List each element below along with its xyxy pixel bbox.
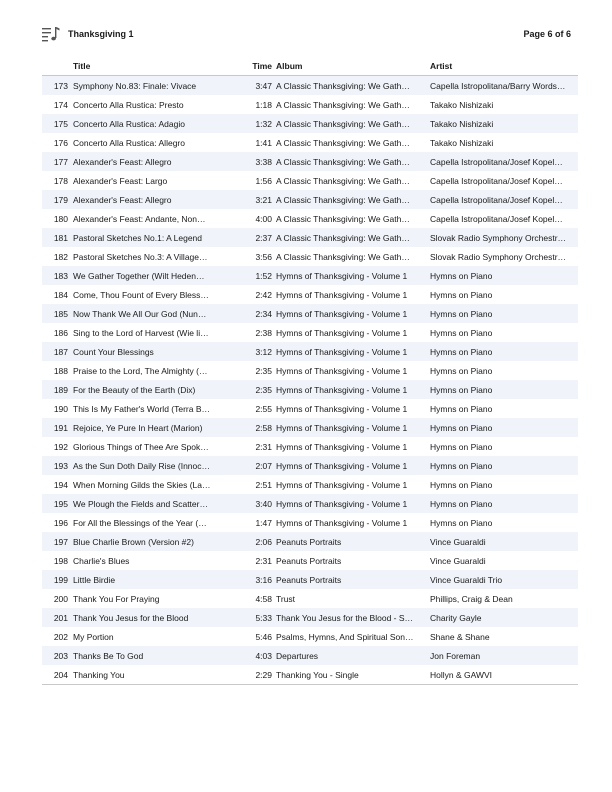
track-time: 2:31 [255, 555, 272, 566]
table-row[interactable] [42, 152, 578, 171]
track-album: Hymns of Thanksgiving - Volume 1 [276, 346, 408, 357]
table-row[interactable] [42, 209, 578, 228]
track-title: Thank You Jesus for the Blood [73, 612, 189, 623]
track-title: Concerto Alla Rustica: Allegro [73, 137, 185, 148]
track-album: Hymns of Thanksgiving - Volume 1 [276, 308, 408, 319]
track-time: 3:16 [255, 574, 272, 585]
track-number: 199 [53, 574, 68, 585]
track-number: 186 [53, 327, 68, 338]
track-title: Praise to the Lord, The Almighty (… [73, 365, 208, 376]
track-time: 1:56 [255, 175, 272, 186]
table-row[interactable] [42, 323, 578, 342]
track-album: Departures [276, 650, 319, 661]
track-number: 191 [53, 422, 68, 433]
track-title: We Gather Together (Wilt Heden… [73, 270, 205, 281]
track-number: 203 [53, 650, 68, 661]
track-artist: Hymns on Piano [430, 384, 493, 395]
track-title: My Portion [73, 631, 114, 642]
track-title: Now Thank We All Our God (Nun… [73, 308, 207, 319]
table-row[interactable] [42, 190, 578, 209]
track-album: Peanuts Portraits [276, 555, 342, 566]
table-row[interactable] [42, 494, 578, 513]
track-album: Peanuts Portraits [276, 574, 342, 585]
track-title: Count Your Blessings [73, 346, 154, 357]
table-row[interactable] [42, 133, 578, 152]
track-title: Thank You For Praying [73, 593, 160, 604]
track-number: 189 [53, 384, 68, 395]
table-row[interactable] [42, 513, 578, 532]
table-row[interactable] [42, 285, 578, 304]
track-time: 5:33 [255, 612, 272, 623]
table-row[interactable] [42, 551, 578, 570]
track-title: Little Birdie [73, 574, 116, 585]
track-rows [42, 76, 578, 685]
track-artist: Vince Guaraldi Trio [430, 574, 503, 585]
track-artist: Takako Nishizaki [430, 118, 494, 129]
track-artist: Capella Istropolitana/Josef Kopel… [430, 156, 563, 167]
track-artist: Capella Istropolitana/Josef Kopel… [430, 213, 563, 224]
table-row[interactable] [42, 266, 578, 285]
track-number: 179 [53, 194, 68, 205]
table-row[interactable] [42, 304, 578, 323]
track-title: Alexander's Feast: Largo [73, 175, 168, 186]
column-header-album: Album [276, 56, 430, 76]
column-header-time: Time [244, 56, 276, 76]
track-number: 192 [53, 441, 68, 452]
track-artist: Hymns on Piano [430, 422, 493, 433]
track-artist: Slovak Radio Symphony Orchestr… [430, 251, 567, 262]
track-number: 181 [53, 232, 68, 243]
track-artist: Phillips, Craig & Dean [430, 593, 513, 604]
track-artist: Hymns on Piano [430, 270, 493, 281]
track-time: 1:47 [255, 517, 272, 528]
track-album: A Classic Thanksgiving: We Gath… [276, 194, 410, 205]
track-artist: Hymns on Piano [430, 289, 493, 300]
table-row[interactable] [42, 456, 578, 475]
track-artist: Hymns on Piano [430, 365, 493, 376]
track-time: 3:21 [255, 194, 272, 205]
table-row[interactable] [42, 608, 578, 627]
track-album: Hymns of Thanksgiving - Volume 1 [276, 270, 408, 281]
track-title: Concerto Alla Rustica: Adagio [73, 118, 185, 129]
track-album: Thanking You - Single [276, 665, 430, 685]
track-album: A Classic Thanksgiving: We Gath… [276, 251, 410, 262]
track-album: A Classic Thanksgiving: We Gath… [276, 232, 410, 243]
track-number: 194 [53, 479, 68, 490]
track-time: 1:52 [255, 270, 272, 281]
table-row[interactable] [42, 361, 578, 380]
track-time: 2:37 [255, 232, 272, 243]
table-row[interactable] [42, 171, 578, 190]
table-row[interactable] [42, 437, 578, 456]
track-time: 2:35 [255, 365, 272, 376]
track-number: 183 [53, 270, 68, 281]
track-title: Thanking You [73, 665, 244, 685]
table-row[interactable] [42, 570, 578, 589]
track-time: 2:42 [255, 289, 272, 300]
track-album: Thank You Jesus for the Blood - S… [276, 612, 414, 623]
track-number: 173 [53, 80, 68, 91]
track-artist: Capella Istropolitana/Josef Kopel… [430, 175, 563, 186]
track-number: 176 [53, 137, 68, 148]
track-album: Hymns of Thanksgiving - Volume 1 [276, 498, 408, 509]
track-artist: Charity Gayle [430, 612, 482, 623]
track-album: A Classic Thanksgiving: We Gath… [276, 80, 410, 91]
track-artist: Hymns on Piano [430, 460, 493, 471]
track-title: For the Beauty of the Earth (Dix) [73, 384, 196, 395]
table-row[interactable] [42, 380, 578, 399]
table-row[interactable] [42, 532, 578, 551]
track-time: 3:40 [255, 498, 272, 509]
track-album: Hymns of Thanksgiving - Volume 1 [276, 441, 408, 452]
track-title: Glorious Things of Thee Are Spok… [73, 441, 209, 452]
track-title: Sing to the Lord of Harvest (Wie li… [73, 327, 209, 338]
track-time: 1:41 [255, 137, 272, 148]
track-artist: Jon Foreman [430, 650, 481, 661]
track-artist: Hymns on Piano [430, 517, 493, 528]
track-number: 197 [53, 536, 68, 547]
table-row[interactable] [42, 95, 578, 114]
table-row[interactable] [42, 418, 578, 437]
track-time: 4:58 [255, 593, 272, 604]
track-title: We Plough the Fields and Scatter… [73, 498, 208, 509]
table-row[interactable] [42, 646, 578, 665]
table-row[interactable] [42, 475, 578, 494]
track-artist: Shane & Shane [430, 631, 490, 642]
track-artist: Hymns on Piano [430, 441, 493, 452]
track-time: 3:56 [255, 251, 272, 262]
playlist-icon [42, 26, 60, 42]
track-number: 190 [53, 403, 68, 414]
track-album: Hymns of Thanksgiving - Volume 1 [276, 479, 408, 490]
track-number: 184 [53, 289, 68, 300]
track-time: 5:46 [255, 631, 272, 642]
track-album: A Classic Thanksgiving: We Gath… [276, 156, 410, 167]
track-artist: Takako Nishizaki [430, 99, 494, 110]
track-artist: Capella Istropolitana/Josef Kopel… [430, 194, 563, 205]
track-album: A Classic Thanksgiving: We Gath… [276, 175, 410, 186]
column-header-artist: Artist [430, 56, 578, 76]
track-artist: Hollyn & GAWVI [430, 665, 578, 685]
column-header-number [42, 56, 73, 76]
track-artist: Hymns on Piano [430, 327, 493, 338]
track-time: 2:35 [255, 384, 272, 395]
track-album: Hymns of Thanksgiving - Volume 1 [276, 289, 408, 300]
table-row[interactable] [42, 228, 578, 247]
track-title: Alexander's Feast: Allegro [73, 194, 172, 205]
track-time: 2:55 [255, 403, 272, 414]
table-header-row [42, 56, 578, 76]
track-title: Concerto Alla Rustica: Presto [73, 99, 184, 110]
track-artist: Vince Guaraldi [430, 536, 486, 547]
track-number: 198 [53, 555, 68, 566]
track-album: Hymns of Thanksgiving - Volume 1 [276, 384, 408, 395]
track-number: 188 [53, 365, 68, 376]
track-title: For All the Blessings of the Year (… [73, 517, 207, 528]
track-artist: Slovak Radio Symphony Orchestr… [430, 232, 567, 243]
playlist-title: Thanksgiving 1 [68, 29, 134, 39]
track-number: 187 [53, 346, 68, 357]
track-table [42, 56, 578, 685]
track-number: 202 [53, 631, 68, 642]
track-album: A Classic Thanksgiving: We Gath… [276, 213, 410, 224]
table-row[interactable] [42, 114, 578, 133]
track-title: Alexander's Feast: Andante, Non… [73, 213, 206, 224]
track-time: 2:51 [255, 479, 272, 490]
track-album: Hymns of Thanksgiving - Volume 1 [276, 517, 408, 528]
track-title: Come, Thou Fount of Every Bless… [73, 289, 209, 300]
track-title: Blue Charlie Brown (Version #2) [73, 536, 194, 547]
track-time: 2:07 [255, 460, 272, 471]
track-number: 178 [53, 175, 68, 186]
track-number: 204 [42, 665, 73, 685]
track-title: When Morning Gilds the Skies (La… [73, 479, 211, 490]
track-title: Pastoral Sketches No.1: A Legend [73, 232, 203, 243]
table-row[interactable] [42, 342, 578, 361]
track-artist: Hymns on Piano [430, 308, 493, 319]
track-time: 3:12 [255, 346, 272, 357]
track-title: Pastoral Sketches No.3: A Village… [73, 251, 208, 262]
track-time: 2:31 [255, 441, 272, 452]
table-row[interactable] [42, 627, 578, 646]
track-time: 1:32 [255, 118, 272, 129]
track-time: 4:00 [255, 213, 272, 224]
track-time: 2:34 [255, 308, 272, 319]
track-time: 2:06 [255, 536, 272, 547]
track-album: Psalms, Hymns, And Spiritual Son… [276, 631, 414, 642]
table-row[interactable] [42, 76, 578, 96]
track-time: 2:58 [255, 422, 272, 433]
track-artist: Hymns on Piano [430, 479, 493, 490]
track-time: 1:18 [255, 99, 272, 110]
track-number: 195 [53, 498, 68, 509]
page-header [42, 26, 572, 44]
track-artist: Capella Istropolitana/Barry Words… [430, 80, 566, 91]
track-artist: Hymns on Piano [430, 403, 493, 414]
table-row[interactable] [42, 589, 578, 608]
track-title: As the Sun Doth Daily Rise (Innoc… [73, 460, 211, 471]
track-title: Rejoice, Ye Pure In Heart (Marion) [73, 422, 203, 433]
track-album: Peanuts Portraits [276, 536, 342, 547]
column-header-title: Title [73, 56, 244, 76]
track-number: 196 [53, 517, 68, 528]
track-number: 175 [53, 118, 68, 129]
track-number: 177 [53, 156, 68, 167]
track-time: 3:38 [255, 156, 272, 167]
track-time: 3:47 [255, 80, 272, 91]
track-album: A Classic Thanksgiving: We Gath… [276, 118, 410, 129]
track-number: 200 [53, 593, 68, 604]
track-title: Alexander's Feast: Allegro [73, 156, 172, 167]
track-album: Hymns of Thanksgiving - Volume 1 [276, 403, 408, 414]
track-number: 174 [53, 99, 68, 110]
table-row[interactable] [42, 399, 578, 418]
track-artist: Vince Guaraldi [430, 555, 486, 566]
track-title: Symphony No.83: Finale: Vivace [73, 80, 197, 91]
track-time: 4:03 [255, 650, 272, 661]
track-artist: Hymns on Piano [430, 498, 493, 509]
track-artist: Takako Nishizaki [430, 137, 494, 148]
track-album: Trust [276, 593, 296, 604]
track-album: Hymns of Thanksgiving - Volume 1 [276, 422, 408, 433]
track-album: Hymns of Thanksgiving - Volume 1 [276, 327, 408, 338]
track-title: This Is My Father's World (Terra B… [73, 403, 211, 414]
table-row[interactable] [42, 247, 578, 266]
track-album: Hymns of Thanksgiving - Volume 1 [276, 460, 408, 471]
track-number: 201 [53, 612, 68, 623]
track-artist: Hymns on Piano [430, 346, 493, 357]
track-album: Hymns of Thanksgiving - Volume 1 [276, 365, 408, 376]
track-number: 182 [53, 251, 68, 262]
track-album: A Classic Thanksgiving: We Gath… [276, 137, 410, 148]
track-album: A Classic Thanksgiving: We Gath… [276, 99, 410, 110]
track-time: 2:29 [244, 665, 276, 685]
track-time: 2:38 [255, 327, 272, 338]
track-number: 185 [53, 308, 68, 319]
track-title: Thanks Be To God [73, 650, 144, 661]
track-title: Charlie's Blues [73, 555, 130, 566]
track-number: 180 [53, 213, 68, 224]
table-row[interactable] [42, 665, 578, 685]
page-number: Page 6 of 6 [523, 29, 571, 39]
track-number: 193 [53, 460, 68, 471]
